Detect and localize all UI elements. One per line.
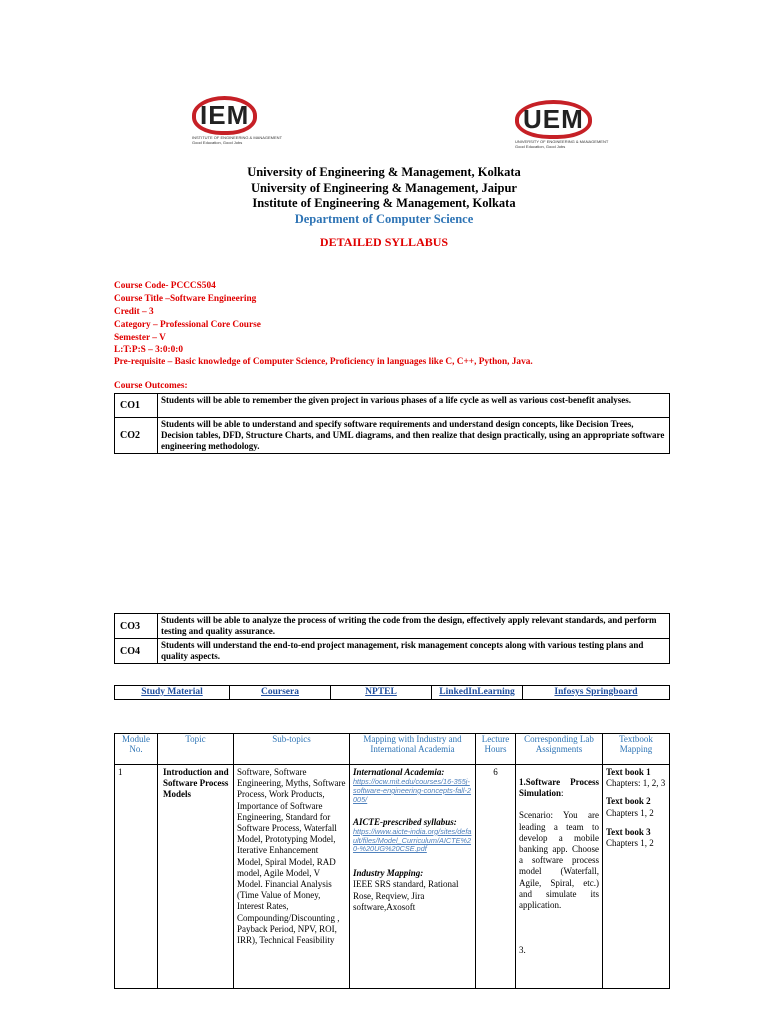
module-table: [114, 733, 670, 989]
link-linkedin-learning[interactable]: LinkedInLearning: [439, 687, 515, 697]
outcome-code: CO4: [115, 639, 158, 664]
iem-logo-mark: IEM: [192, 96, 257, 135]
industry-mapping-label: Industry Mapping:: [353, 868, 424, 879]
outcome-row: [115, 639, 670, 664]
lab-assignments: [516, 765, 603, 989]
textbook-mapping: [603, 765, 670, 989]
outcome-text: Students will be able to analyze the process of writing the code from the design, effectively apply relevant standards, and perform testing and quality assurance.: [158, 614, 670, 639]
lab-title: 1.Software Process Simulation: [519, 777, 599, 799]
lab-next: 3.: [519, 945, 526, 956]
outcome-text: Students will understand the end-to-end project management, risk management concepts along with various testing plans and quality aspects.: [158, 639, 670, 664]
link-nptel[interactable]: NPTEL: [365, 687, 397, 697]
intl-academia-link[interactable]: https://ocw.mit.edu/courses/16-355j-software-engineering-concepts-fall-2005/: [353, 777, 472, 804]
uem-logo-mark: UEM: [515, 100, 592, 139]
iem-logo-line1: INSTITUTE OF ENGINEERING & MANAGEMENT: [192, 135, 283, 140]
module-subtopics: Software, Software Engineering, Myths, Software Process, Work Products, Importance of Software Engineering, Standard for Software Process, Waterfall Model, Prototyping Model, Iterative Enhancement Model, Spiral Model, RAD model, Agile Model, V Model. Financial Analysis (Time Value of Money, Interest Rates, Compounding/Discounting , Payback Period, NPV, ROI, IRR), Technical Feasibility: [234, 765, 350, 989]
outcome-code: CO2: [115, 418, 158, 454]
lecture-hours: 6: [476, 765, 516, 989]
outcome-text: Students will be able to remember the given project in various phases of a life cycle as well as various cost-benefit analyses.: [158, 394, 670, 418]
aicte-label: AICTE-prescribed syllabus:: [353, 816, 457, 827]
textbook-1: Text book 1: [606, 767, 651, 777]
course-code: Course Code- PCCCS504: [114, 281, 216, 291]
textbook-3: Text book 3: [606, 826, 651, 837]
header-mapping: Mapping with Industry and International Academia: [350, 734, 476, 765]
outcomes-table-1: [114, 393, 670, 454]
course-outcomes-label: Course Outcomes:: [114, 381, 188, 391]
lab-scenario: Scenario: You are leading a team to develop a mobile banking app. Choose a software process model (Waterfall, Agile, Spiral, etc.) and simulate its application.: [519, 810, 599, 911]
header-lab-assignments: Corresponding Lab Assignments: [516, 734, 603, 765]
uem-logo: [515, 100, 608, 149]
header-lecture-hours: Lecture Hours: [476, 734, 516, 765]
university-jaipur: University of Engineering & Management, Jaipur: [251, 181, 517, 195]
course-category: Category – Professional Core Course: [114, 320, 261, 330]
outcome-code: CO3: [115, 614, 158, 639]
aicte-link[interactable]: https://www.aicte-india.org/sites/default/files/Model_Curriculum/AICTE%20-%20UG%20CSE.pdf: [353, 826, 472, 854]
outcome-row: [115, 614, 670, 639]
textbook-3-chapters: Chapters 1, 2: [606, 838, 654, 849]
outcome-row: [115, 394, 670, 418]
link-study-material[interactable]: Study Material: [141, 687, 203, 697]
course-title: Course Title –Software Engineering: [114, 294, 257, 304]
module-no: 1: [115, 765, 158, 989]
university-kolkata: University of Engineering & Management, Kolkata: [247, 165, 521, 179]
module-row: [115, 765, 670, 989]
intl-academia-label: International Academia:: [353, 767, 445, 777]
module-mapping: [350, 765, 476, 989]
textbook-2: Text book 2: [606, 796, 651, 807]
outcome-row: [115, 418, 670, 454]
page-title: DETAILED SYLLABUS: [319, 235, 449, 249]
lab-title-colon: :: [561, 788, 564, 799]
link-infosys-springboard[interactable]: Infosys Springboard: [554, 687, 638, 697]
department-title: Department of Computer Science: [294, 212, 474, 226]
course-prerequisite: Pre-requisite – Basic knowledge of Computer Science, Proficiency in languages like C, C++, Python, Java.: [114, 357, 533, 367]
textbook-2-chapters: Chapters 1, 2: [606, 807, 654, 818]
course-semester: Semester – V: [114, 333, 166, 343]
link-coursera[interactable]: Coursera: [261, 687, 299, 697]
industry-mapping-text: IEEE SRS standard, Rational Rose, Reqview, Jira software,Axosoft: [353, 879, 459, 912]
course-ltps: L:T:P:S – 3:0:0:0: [114, 345, 184, 355]
iem-logo-line2: Good Education, Good Jobs: [192, 140, 243, 145]
resource-links: [114, 685, 670, 700]
course-credit: Credit – 3: [114, 307, 154, 317]
module-topic: Introduction and Software Process Models: [158, 765, 234, 989]
header-subtopics: Sub-topics: [234, 734, 350, 765]
header-module-no: Module No.: [115, 734, 158, 765]
uem-logo-line1: UNIVERSITY OF ENGINEERING & MANAGEMENT: [515, 139, 609, 144]
outcome-code: CO1: [115, 394, 158, 418]
uem-logo-line2: Good Education, Good Jobs: [515, 144, 566, 149]
header-textbook-mapping: Textbook Mapping: [603, 734, 670, 765]
header-topic: Topic: [158, 734, 234, 765]
institute-kolkata: Institute of Engineering & Management, Kolkata: [252, 196, 516, 210]
iem-logo: [192, 96, 282, 145]
textbook-1-chapters: Chapters: 1, 2, 3: [606, 778, 666, 789]
outcomes-table-2: [114, 613, 670, 664]
outcome-text: Students will be able to understand and specify software requirements and understand design concepts, like Decision Trees, Decision tables, DFD, Structure Charts, and UML diagrams, and then realize that design practically, using an appropriate software engineering methodology.: [158, 418, 670, 454]
